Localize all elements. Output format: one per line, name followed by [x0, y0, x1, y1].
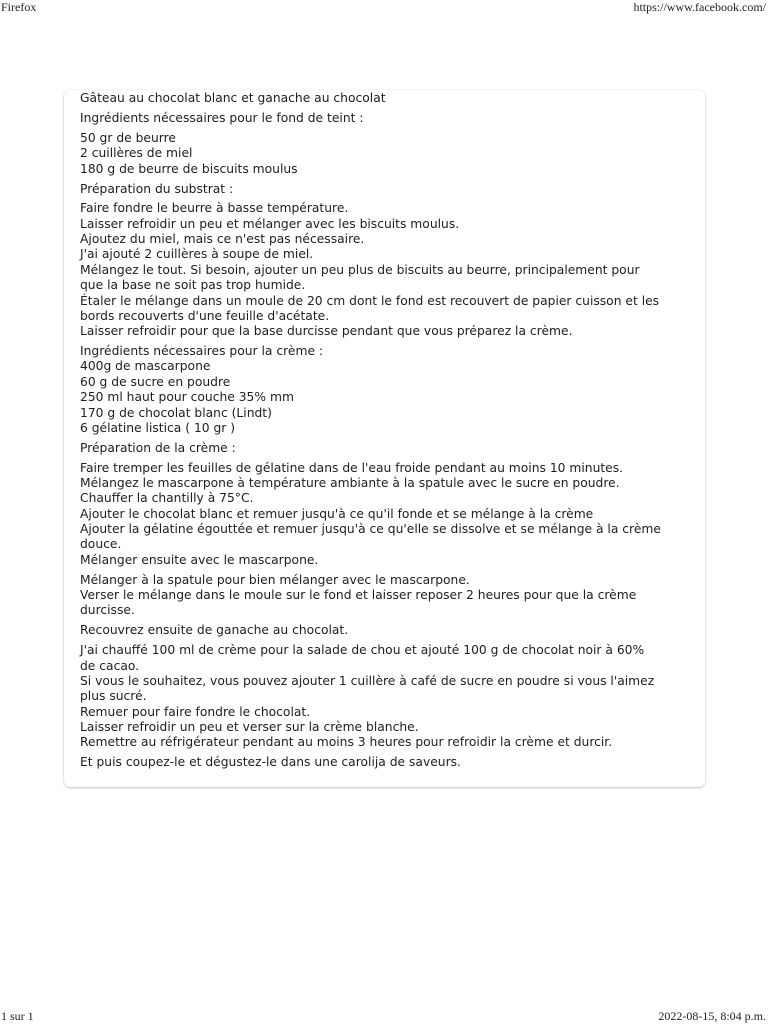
- post-paragraph: [80, 201, 691, 339]
- text-line: 60 g de sucre en poudre: [80, 374, 231, 389]
- text-line: 180 g de beurre de biscuits moulus: [80, 161, 298, 176]
- print-footer: [0, 1008, 768, 1024]
- text-line: Ingrédients nécessaires pour le fond de teint :: [80, 110, 364, 125]
- post-paragraph: [80, 441, 691, 456]
- text-line: Ajouter le chocolat blanc et remuer jusqu'à ce qu'il fonde et se mélange à la crème: [80, 506, 594, 521]
- post-text: [80, 91, 691, 775]
- post-paragraph: [80, 643, 691, 750]
- text-line: 2 cuillères de miel: [80, 146, 193, 161]
- text-line: plus sucré.: [80, 689, 147, 704]
- post-paragraph: [80, 573, 691, 619]
- post-paragraph: [80, 344, 691, 436]
- text-line: Faire tremper les feuilles de gélatine dans de l'eau froide pendant au moins 10 minutes.: [80, 460, 624, 475]
- post-card: [64, 90, 705, 787]
- text-line: 400g de mascarpone: [80, 359, 211, 374]
- text-line: Faire fondre le beurre à basse température.: [80, 201, 349, 216]
- text-line: Laisser refroidir un peu et mélanger avec les biscuits moulus.: [80, 216, 460, 231]
- text-line: J'ai chauffé 100 ml de crème pour la salade de chou et ajouté 100 g de chocolat noir à 60%: [80, 643, 645, 658]
- text-line: Mélangez le mascarpone à température ambiante à la spatule avec le sucre en poudre.: [80, 476, 620, 491]
- text-line: 50 gr de beurre: [80, 130, 176, 145]
- text-line: Ajoutez du miel, mais ce n'est pas nécessaire.: [80, 232, 365, 247]
- text-line: que la base ne soit pas trop humide.: [80, 278, 306, 293]
- text-line: Remuer pour faire fondre le chocolat.: [80, 704, 311, 719]
- text-line: Mélanger ensuite avec le mascarpone.: [80, 552, 319, 567]
- post-paragraph: [80, 461, 691, 568]
- text-line: Laisser refroidir un peu et verser sur la crème blanche.: [80, 720, 419, 734]
- text-line: Et puis coupez-le et dégustez-le dans une carolija de saveurs.: [80, 755, 461, 770]
- print-datetime: 2022-08-15, 8:04 p.m.: [658, 1009, 766, 1023]
- text-line: Verser le mélange dans le moule sur le fond et laisser reposer 2 heures pour que la crème: [80, 588, 637, 603]
- post-paragraph: [80, 91, 691, 106]
- post-paragraph: [80, 131, 691, 177]
- post-paragraph: [80, 623, 691, 638]
- print-header: [0, 0, 768, 16]
- post-paragraph: [80, 111, 691, 126]
- browser-name: Firefox: [1, 0, 37, 14]
- text-line: de cacao.: [80, 658, 140, 673]
- text-line: Chauffer la chantilly à 75°C.: [80, 491, 254, 506]
- text-line: Remettre au réfrigérateur pendant au moins 3 heures pour refroidir la crème et durcir.: [80, 735, 613, 750]
- text-line: Préparation de la crème :: [80, 440, 236, 455]
- text-line: Préparation du substrat :: [80, 181, 234, 196]
- text-line: douce.: [80, 537, 122, 552]
- text-line: Gâteau au chocolat blanc et ganache au chocolat: [80, 91, 386, 105]
- text-line: 6 gélatine listica ( 10 gr ): [80, 420, 236, 435]
- text-line: Étaler le mélange dans un moule de 20 cm dont le fond est recouvert de papier cuisson et les: [80, 293, 660, 308]
- text-line: Mélanger à la spatule pour bien mélanger avec le mascarpone.: [80, 572, 470, 587]
- text-line: Ajouter la gélatine égouttée et remuer jusqu'à ce qu'elle se dissolve et se mélange à la crème: [80, 522, 661, 537]
- text-line: 170 g de chocolat blanc (Lindt): [80, 405, 272, 420]
- post-paragraph: [80, 755, 691, 770]
- text-line: durcisse.: [80, 603, 135, 618]
- text-line: bords recouverts d'une feuille d'acétate.: [80, 308, 330, 323]
- text-line: Recouvrez ensuite de ganache au chocolat.: [80, 623, 349, 638]
- text-line: J'ai ajouté 2 cuillères à soupe de miel.: [80, 247, 314, 262]
- text-line: Mélangez le tout. Si besoin, ajouter un peu plus de biscuits au beurre, principalement pour: [80, 262, 640, 277]
- text-line: Ingrédients nécessaires pour la crème :: [80, 344, 324, 359]
- page-number: 1 sur 1: [1, 1009, 34, 1023]
- post-paragraph: [80, 182, 691, 197]
- text-line: Laisser refroidir pour que la base durcisse pendant que vous préparez la crème.: [80, 324, 573, 339]
- page-url: https://www.facebook.com/: [633, 0, 766, 14]
- text-line: Si vous le souhaitez, vous pouvez ajouter 1 cuillère à café de sucre en poudre si vous l'aimez: [80, 673, 655, 688]
- text-line: 250 ml haut pour couche 35% mm: [80, 390, 294, 405]
